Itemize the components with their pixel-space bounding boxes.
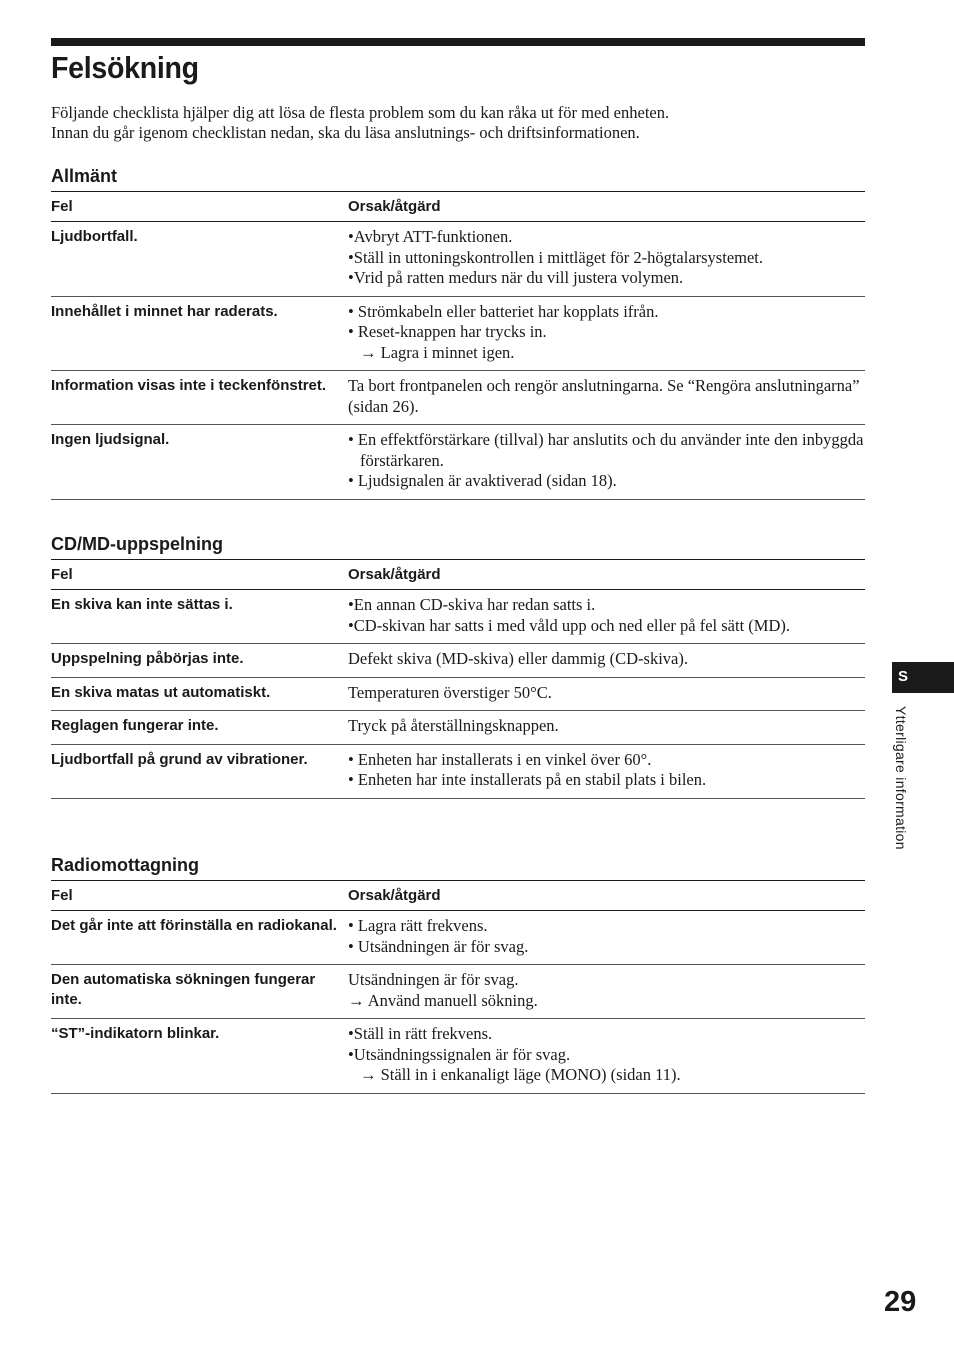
table-row <box>51 590 865 644</box>
remedy-line: •En annan CD-skiva har redan satts i. <box>348 595 596 614</box>
side-section-label: Ytterligare information <box>893 706 909 850</box>
problem-cell: Reglagen fungerar inte. <box>51 711 348 745</box>
remedy-cell <box>348 677 865 711</box>
table-row <box>51 644 865 678</box>
column-header-fel: Fel <box>51 881 348 911</box>
remedy-line: • Lagra rätt frekvens. <box>348 916 488 935</box>
remedy-line: •Ställ in rätt frekvens. <box>348 1024 493 1043</box>
table-row <box>51 296 865 371</box>
section-radio <box>51 854 865 1094</box>
column-header-fel: Fel <box>51 560 348 590</box>
intro-text <box>51 103 865 143</box>
column-header-orsak: Orsak/åtgärd <box>348 881 865 911</box>
section-heading: Radiomottagning <box>51 855 199 875</box>
problem-cell: Information visas inte i teckenfönstret. <box>51 371 348 425</box>
troubleshooting-table <box>51 191 865 500</box>
remedy-cell <box>348 296 865 371</box>
table-row <box>51 911 865 965</box>
remedy-line: • Reset-knappen har trycks in. <box>348 322 547 341</box>
remedy-line: → Använd manuell sökning. <box>348 990 538 1010</box>
problem-cell: Den automatiska sökningen fungerar inte. <box>51 965 348 1019</box>
table-row <box>51 677 865 711</box>
remedy-line: Utsändningen är för svag. <box>348 970 519 989</box>
intro-line: Följande checklista hjälper dig att lösa de flesta problem som du kan råka ut för med enheten. <box>51 103 670 122</box>
remedy-line: •Vrid på ratten medurs när du vill justera volymen. <box>348 268 684 287</box>
header-rule <box>51 38 865 46</box>
remedy-line: • Utsändningen är för svag. <box>348 936 529 956</box>
remedy-cell <box>348 222 865 297</box>
table-row <box>51 1019 865 1094</box>
remedy-cell <box>348 965 865 1019</box>
problem-cell: En skiva kan inte sättas i. <box>51 590 348 644</box>
section-heading: CD/MD-uppspelning <box>51 534 223 554</box>
remedy-line: Temperaturen överstiger 50°C. <box>348 682 552 702</box>
remedy-line: •Utsändningssignalen är för svag. <box>348 1044 571 1064</box>
problem-cell: Det går inte att förinställa en radiokanal. <box>51 911 348 965</box>
table-row <box>51 711 865 745</box>
table-row <box>51 425 865 500</box>
problem-cell: Uppspelning påbörjas inte. <box>51 644 348 678</box>
remedy-line: → Ställ in i enkanaligt läge (MONO) (sidan 11). <box>360 1065 681 1084</box>
remedy-line: • Ljudsignalen är avaktiverad (sidan 18). <box>348 471 617 490</box>
table-header-row <box>51 881 865 911</box>
remedy-cell <box>348 371 865 425</box>
troubleshooting-table <box>51 559 865 799</box>
remedy-cell <box>348 590 865 644</box>
table-row <box>51 965 865 1019</box>
remedy-line: Defekt skiva (MD-skiva) eller dammig (CD-skiva). <box>348 649 688 668</box>
table-header-row <box>51 192 865 222</box>
remedy-line: Tryck på återställningsknappen. <box>348 716 559 735</box>
problem-cell: Ingen ljudsignal. <box>51 425 348 500</box>
remedy-cell <box>348 711 865 745</box>
problem-cell: Ljudbortfall. <box>51 222 348 297</box>
problem-cell: Innehållet i minnet har raderats. <box>51 296 348 371</box>
remedy-cell <box>348 911 865 965</box>
remedy-cell <box>348 1019 865 1094</box>
remedy-line: •CD-skivan har satts i med våld upp och ned eller på fel sätt (MD). <box>348 615 790 635</box>
problem-cell: En skiva matas ut automatiskt. <box>51 677 348 711</box>
table-header-row <box>51 560 865 590</box>
column-header-orsak: Orsak/åtgärd <box>348 560 865 590</box>
table-row <box>51 744 865 798</box>
remedy-line: • Enheten har inte installerats på en stabil plats i bilen. <box>348 770 707 789</box>
language-tab: S <box>892 662 954 693</box>
troubleshooting-table <box>51 880 865 1094</box>
problem-cell: “ST”-indikatorn blinkar. <box>51 1019 348 1094</box>
remedy-line: Ta bort frontpanelen och rengör anslutningarna. Se “Rengöra anslutningarna” (sidan 26). <box>348 376 860 416</box>
page-number: 29 <box>884 1286 917 1318</box>
section-cd-md <box>51 533 865 799</box>
remedy-line: •Ställ in uttoningskontrollen i mittläget för 2-högtalarsystemet. <box>348 247 764 267</box>
table-row <box>51 222 865 297</box>
column-header-fel: Fel <box>51 192 348 222</box>
intro-line: Innan du går igenom checklistan nedan, ska du läsa anslutnings- och driftsinformationen. <box>51 123 640 142</box>
remedy-cell <box>348 425 865 500</box>
remedy-line: • En effektförstärkare (tillval) har anslutits och du använder inte den inbyggda förstärkaren. <box>348 430 864 470</box>
section-heading: Allmänt <box>51 166 118 186</box>
problem-cell: Ljudbortfall på grund av vibrationer. <box>51 744 348 798</box>
column-header-orsak: Orsak/åtgärd <box>348 192 865 222</box>
page-title: Felsökning <box>51 50 199 85</box>
remedy-line: •Avbryt ATT-funktionen. <box>348 227 513 246</box>
remedy-cell <box>348 644 865 678</box>
remedy-line: • Strömkabeln eller batteriet har kopplats ifrån. <box>348 301 659 321</box>
section-allmant <box>51 165 865 500</box>
remedy-line: • Enheten har installerats i en vinkel över 60°. <box>348 749 652 769</box>
remedy-cell <box>348 744 865 798</box>
remedy-line: → Lagra i minnet igen. <box>360 342 515 362</box>
table-row <box>51 371 865 425</box>
